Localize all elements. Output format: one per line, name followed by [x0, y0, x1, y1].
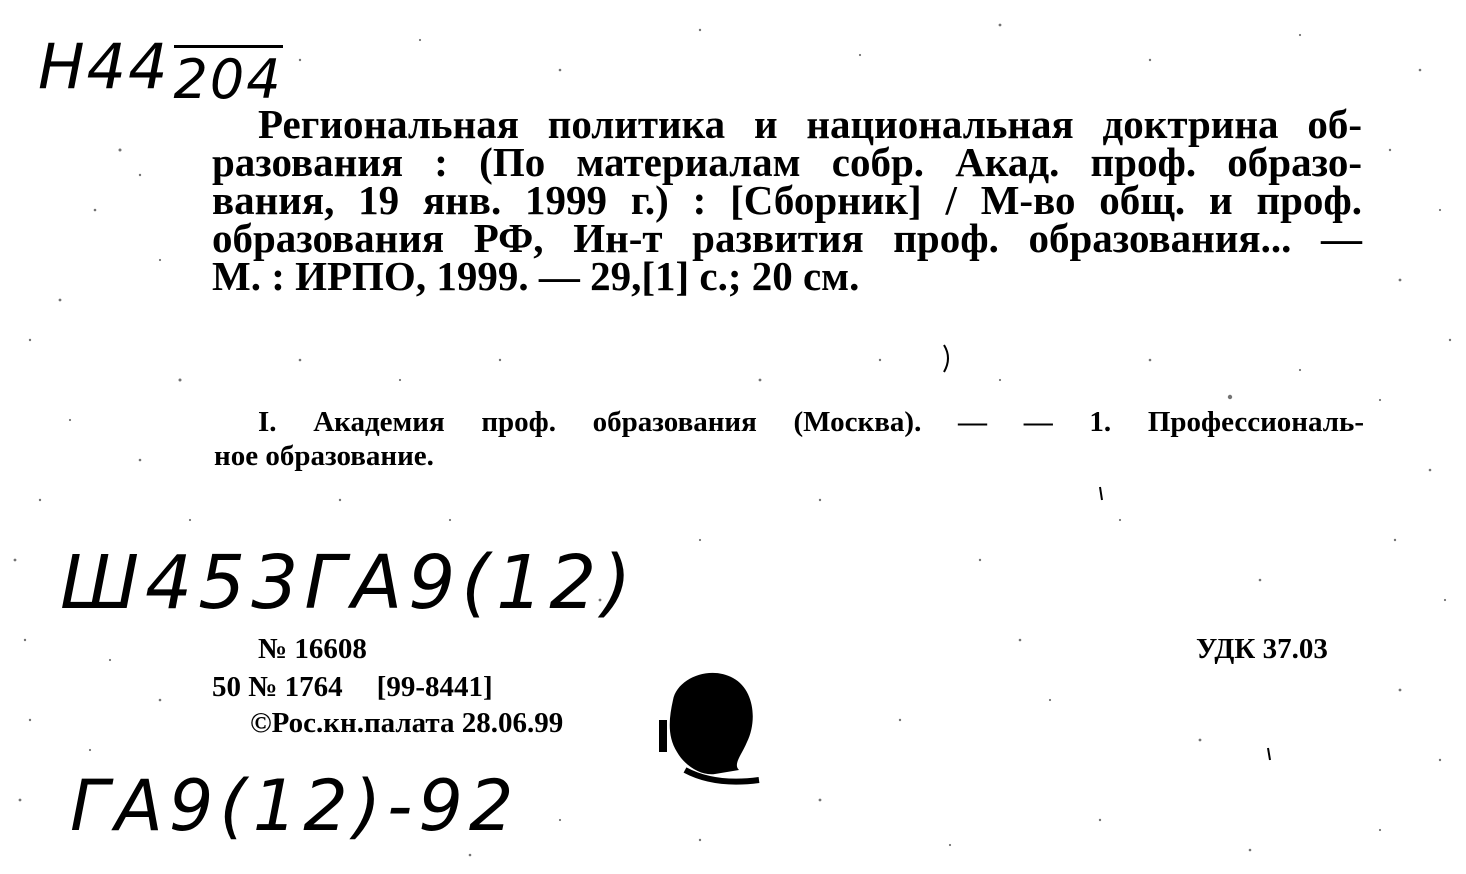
call-number-middle: Ш453ГА9(12) [60, 540, 638, 626]
entry-line: вания, 19 янв. 1999 г.) : [Сборник] / М-во общ. и проф. [212, 177, 1362, 223]
tracing-line: I. Академия проф. образования (Москва). — — 1. Профессиональ- [258, 406, 1364, 438]
entry-line: разования : (По материалам собр. Акад. проф. образо- [212, 139, 1362, 185]
tracing-line: ное образование. [214, 440, 434, 472]
entry-line: М. : ИРПО, 1999. — 29,[1] с.; 20 см. [212, 253, 860, 299]
copy-prefix: 50 № [212, 671, 278, 703]
call-number-bottom: ГА9(12)-92 [70, 765, 520, 847]
entry-line: образования РФ, Ин-т развития проф. образования... — [212, 215, 1362, 261]
call-number-top-main: Н44 [38, 30, 170, 103]
card-number: № 16608 [258, 633, 367, 665]
call-number-top [38, 30, 283, 111]
call-number-top-sup: 204 [174, 45, 283, 111]
order-code: [99-8441] [376, 671, 493, 703]
copy-number-line [212, 670, 493, 704]
bibliographic-entry [212, 101, 1362, 299]
udc-code: УДК 37.03 [1196, 633, 1328, 665]
ink-blot-icon [655, 660, 775, 790]
copy-number: 1764 [284, 671, 343, 703]
book-chamber-stamp: ©Рос.кн.палата 28.06.99 [250, 707, 564, 739]
entry-line: Региональная политика и национальная доктрина об- [258, 101, 1362, 147]
subject-tracings [214, 405, 1364, 473]
